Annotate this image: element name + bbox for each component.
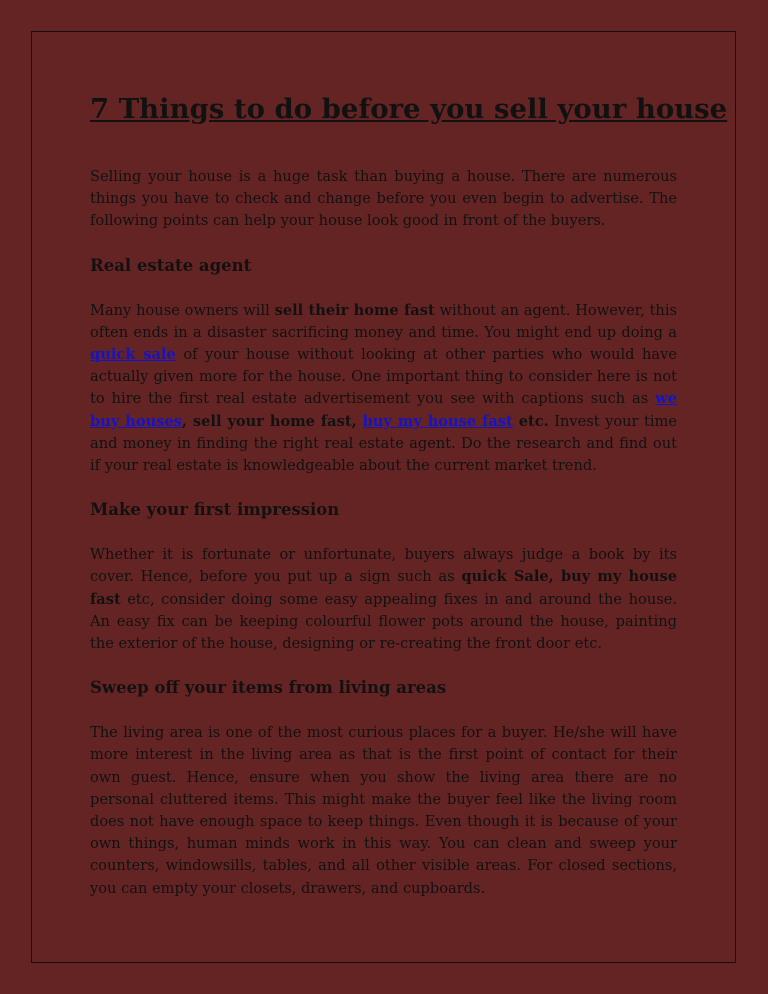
we-buy-houses-link[interactable]: we buy houses bbox=[90, 390, 677, 430]
text-span: etc, consider doing some easy appealing fixes in and around the house. An easy fix can be keeping colourful flower pots around the house, painting the exterior of the house, designing or re-creating the front door etc. bbox=[90, 590, 677, 653]
paragraph-real-estate-agent bbox=[90, 300, 677, 478]
heading-sweep-living-areas: Sweep off your items from living areas bbox=[90, 678, 447, 698]
bold-text: quick Sale, buy my house fast bbox=[90, 568, 677, 608]
bold-text: sell their home fast bbox=[274, 301, 435, 319]
heading-real-estate-agent: Real estate agent bbox=[90, 255, 252, 275]
bold-text: , sell your home fast, bbox=[181, 412, 363, 430]
paragraph-sweep-living-areas: The living area is one of the most curious places for a buyer. He/she will have more interest in the living area as that is the first point of contact for their own guest. Hence, ensure when you show the living area there are no personal cluttered items. This might make the buyer feel like the living room does not have enough space to keep things. Even though it is because of your own things, human minds work in this way. You can clean and sweep your counters, windowsills, tables, and all other visible areas. For closed sections, you can empty your closets, drawers, and cupboards. bbox=[90, 724, 677, 897]
text-span: Many house owners will bbox=[90, 301, 275, 319]
intro-paragraph: Selling your house is a huge task than buying a house. There are numerous things you have to check and change before you even begin to advertise. The following points can help your house look good in front of the buyers. bbox=[90, 168, 677, 230]
bold-text: etc. bbox=[512, 412, 549, 430]
buy-my-house-fast-link[interactable]: buy my house fast bbox=[362, 412, 513, 430]
quick-sale-link[interactable]: quick sale bbox=[90, 346, 176, 364]
text-span: Invest your time and money in finding the right real estate agent. Do the research and find out if your real estate is knowledgeable about the current market trend. bbox=[90, 412, 678, 475]
text-span: Whether it is fortunate or unfortunate, buyers always judge a book by its cover. Hence, before you put up a sign such as bbox=[90, 546, 677, 586]
heading-first-impression: Make your first impression bbox=[90, 500, 340, 520]
document-content bbox=[90, 90, 728, 900]
paragraph-first-impression bbox=[90, 544, 677, 655]
text-span: without an agent. However, this often ends in a disaster sacrificing money and time. You might end up doing a bbox=[90, 301, 677, 341]
text-span: of your house without looking at other parties who would have actually given more for the house. One important thing to consider here is not to hire the first real estate advertisement you see with captions such as bbox=[90, 346, 677, 408]
page-title: 7 Things to do before you sell your house bbox=[90, 93, 728, 125]
